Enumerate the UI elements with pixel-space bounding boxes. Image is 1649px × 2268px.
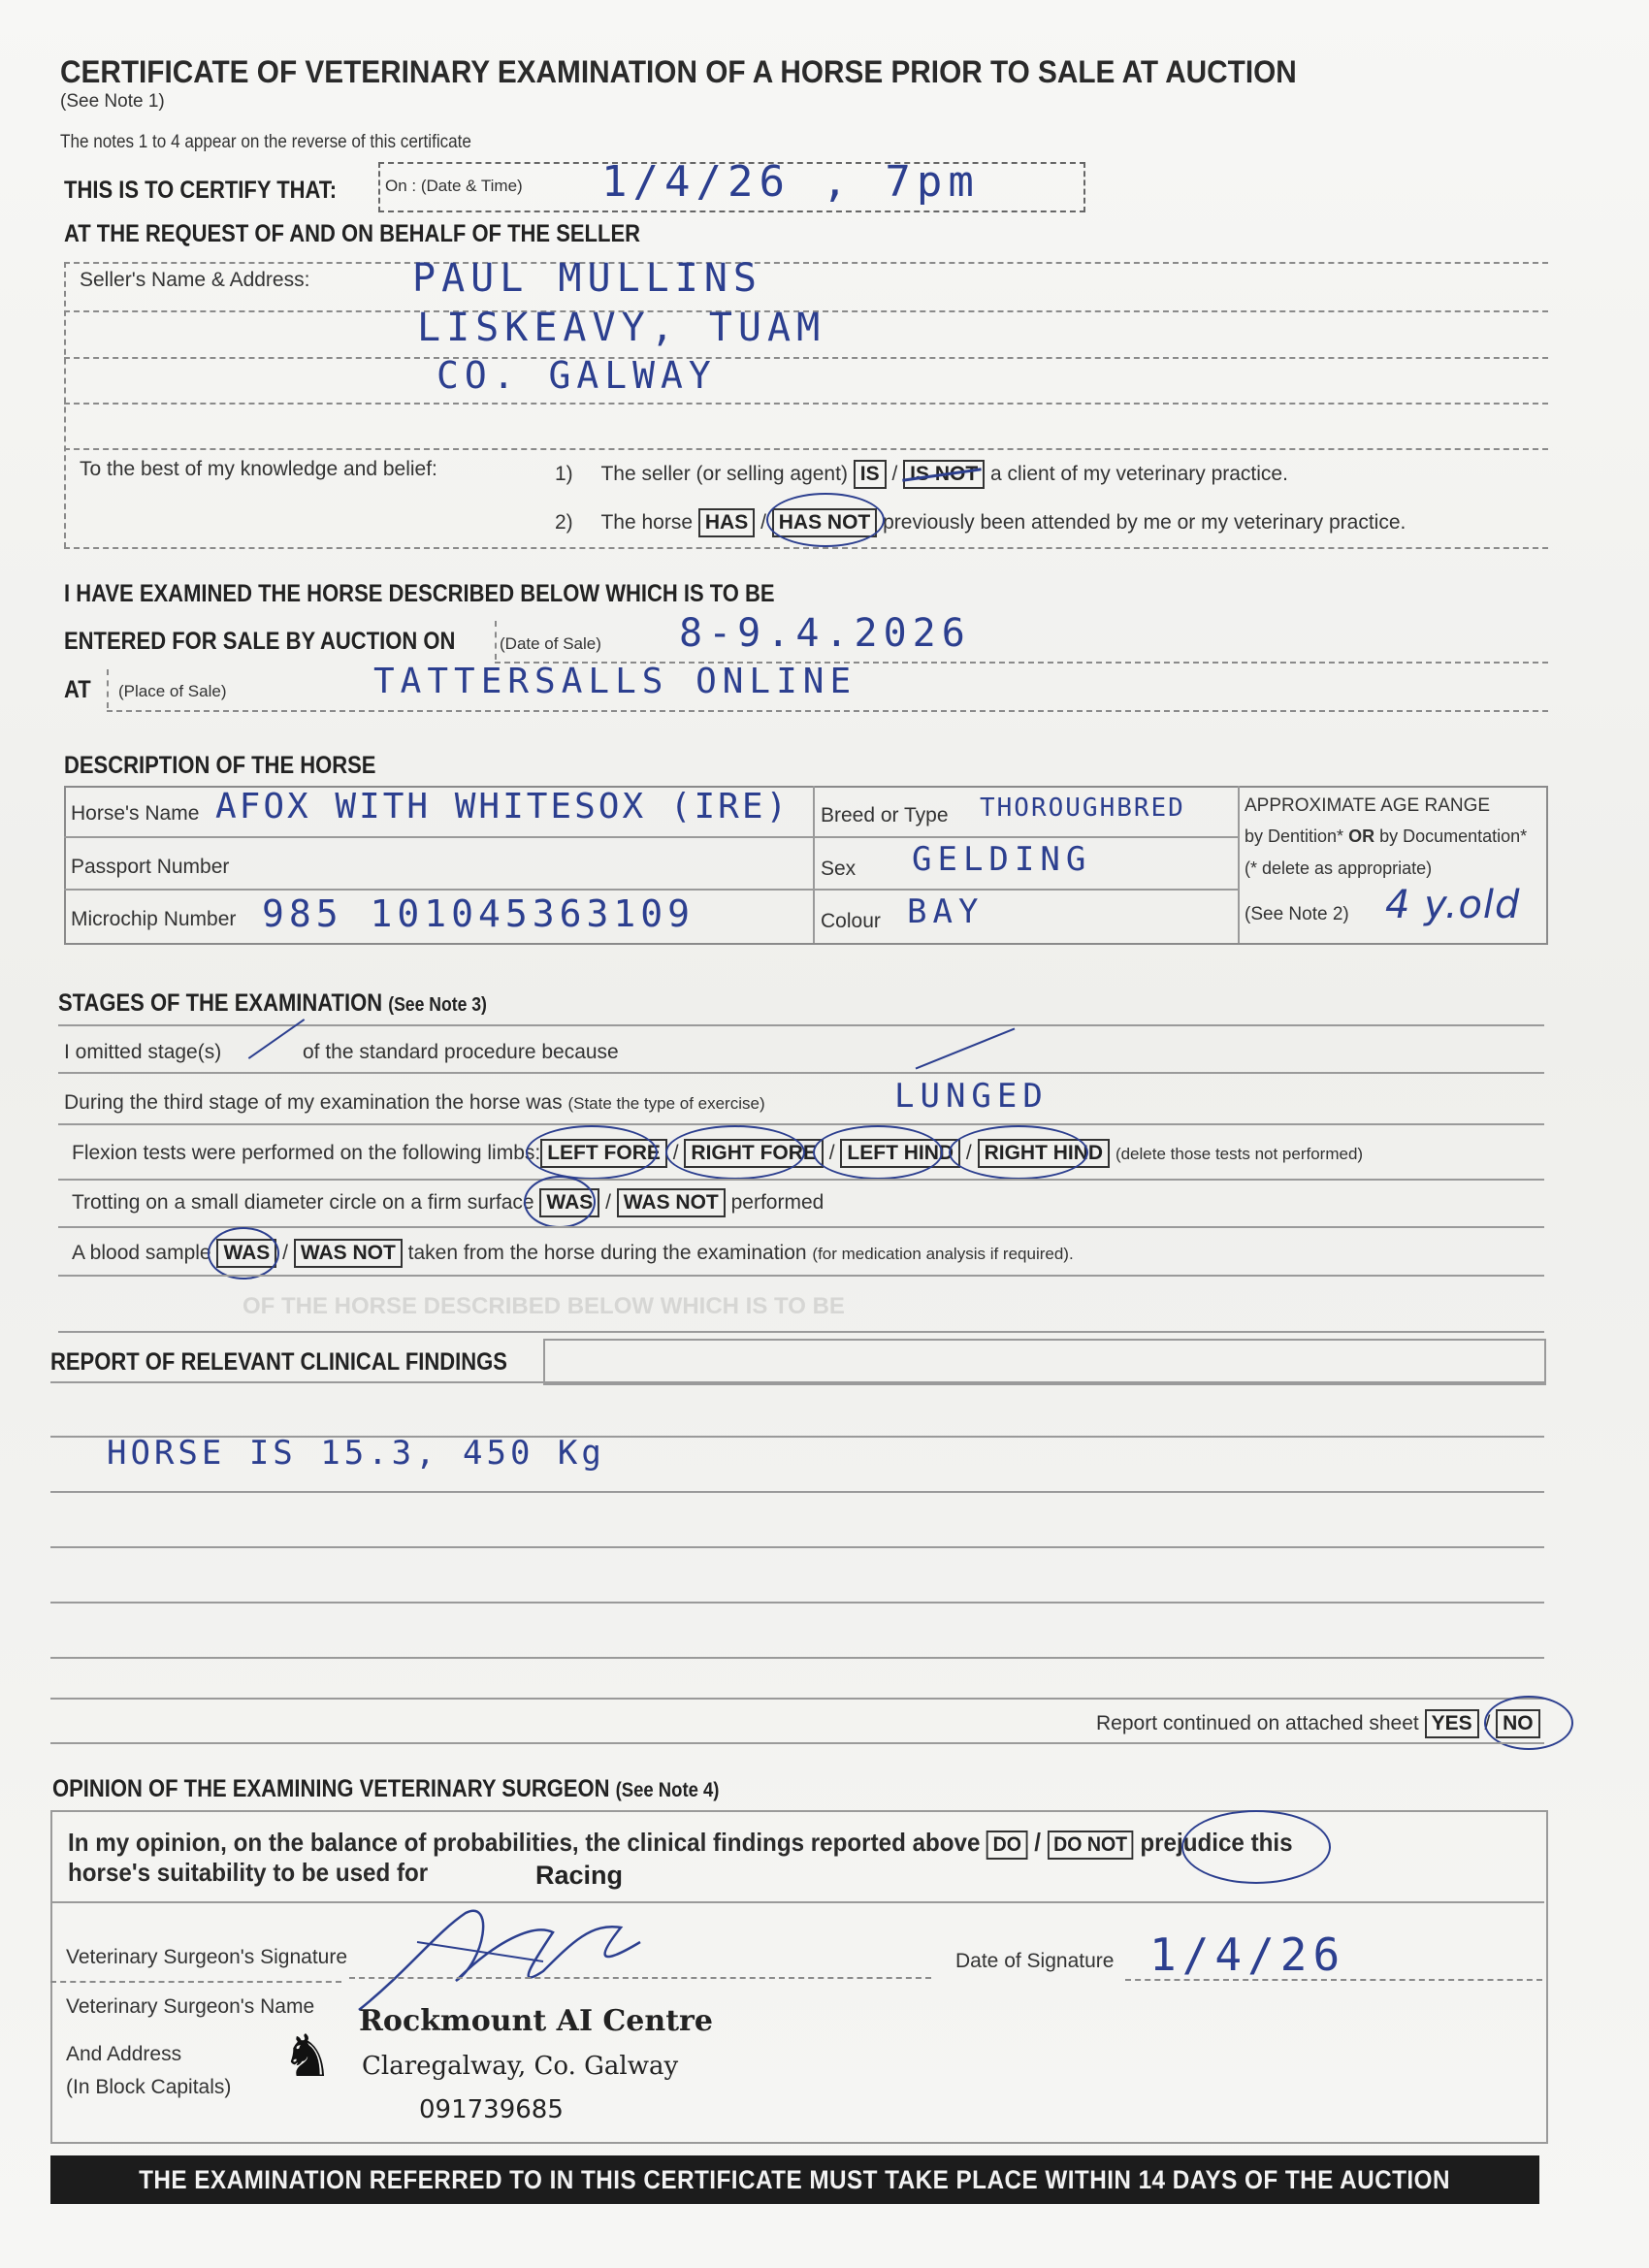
item1-number: 1) (555, 463, 573, 485)
description-heading: DESCRIPTION OF THE HORSE (64, 752, 376, 779)
use-value: Racing (535, 1861, 624, 1890)
flexion-line: Flexion tests were performed on the following limbs: LEFT FORE / RIGHT FORE / LEFT HIND / RIGHT HIND (delete those tests not performed) (72, 1139, 1363, 1168)
opinion-do-not[interactable]: DO NOT (1048, 1831, 1134, 1860)
item2-text: The horse (600, 511, 694, 534)
seller-is-not-option[interactable]: IS NOT (903, 460, 985, 489)
seller-request-label: AT THE REQUEST OF AND ON BEHALF OF THE SELLER (64, 220, 640, 247)
signature-scribble (349, 1903, 669, 2020)
opinion-line1: In my opinion, on the balance of probabilities, the clinical findings reported above DO / DO NOT prejudice this (68, 1828, 1293, 1860)
colour-label: Colour (821, 910, 881, 932)
flexion-left-fore[interactable]: LEFT FORE (540, 1139, 667, 1168)
age-see-note: (See Note 2) (1245, 904, 1349, 924)
report-heading-box (543, 1339, 1546, 1385)
item1-suffix: a client of my veterinary practice. (990, 463, 1288, 485)
stamp-phone: 091739685 (419, 2095, 564, 2124)
showthrough-text: OF THE HORSE DESCRIBED BELOW WHICH IS TO BE (242, 1293, 845, 1319)
do-not-circle (1181, 1810, 1331, 1884)
item2-suffix: previously been attended by me or my veterinary practice. (883, 511, 1406, 534)
trotting-was[interactable]: WAS (539, 1188, 599, 1217)
stamp-name: Rockmount AI Centre (359, 2004, 713, 2038)
signature-label: Veterinary Surgeon's Signature (66, 1946, 348, 1968)
report-continued-label: Report continued on attached sheet (1096, 1712, 1419, 1734)
report-continued-line: Report continued on attached sheet YES / NO (1096, 1709, 1540, 1738)
horse-has-not-option[interactable]: HAS NOT (772, 508, 878, 537)
block-caps-label: (In Block Capitals) (66, 2076, 232, 2098)
sex-value: GELDING (912, 840, 1092, 879)
opinion-text-before: In my opinion, on the balance of probabilities, the clinical findings reported above (68, 1828, 981, 1857)
opinion-line2 (68, 1858, 428, 1888)
date-of-sale-value: 8-9.4.2026 (679, 611, 971, 656)
stages-heading-note: (See Note 3) (388, 994, 487, 1016)
at-label: AT (64, 676, 91, 703)
place-of-sale-label: (Place of Sale) (118, 682, 227, 700)
date-of-sale-label: (Date of Sale) (500, 634, 601, 653)
certificate-title: CERTIFICATE OF VETERINARY EXAMINATION OF A HORSE PRIOR TO SALE AT AUCTION (60, 54, 1297, 89)
blood-line: A blood sample WAS / WAS NOT taken from the horse during the examination (for medication analysis if required). (72, 1239, 1074, 1268)
flexion-text: Flexion tests were performed on the following limbs: (72, 1142, 541, 1164)
left-fore-circle (526, 1125, 658, 1180)
flexion-left-hind[interactable]: LEFT HIND (840, 1139, 960, 1168)
report-heading: REPORT OF RELEVANT CLINICAL FINDINGS (50, 1348, 507, 1376)
date-time-value: 1/4/26 , 7pm (601, 157, 980, 207)
flexion-right-hind[interactable]: RIGHT HIND (978, 1139, 1111, 1168)
certify-label: THIS IS TO CERTIFY THAT: (64, 177, 338, 204)
stages-heading (58, 989, 487, 1018)
knowledge-item2: 2) The horse HAS / HAS NOT previously been attended by me or my veterinary practice. (555, 508, 1406, 537)
breed-value: THOROUGHBRED (980, 794, 1185, 823)
report-finding: HORSE IS 15.3, 450 Kg (107, 1434, 605, 1473)
horse-name-value: AFOX WITH WHITESOX (IRE) (215, 787, 791, 826)
see-note-1: (See Note 1) (60, 91, 165, 112)
flexion-note: (delete those tests not performed) (1115, 1145, 1364, 1163)
stages-heading-text: STAGES OF THE EXAMINATION (58, 989, 383, 1017)
place-of-sale-value: TATTERSALLS ONLINE (373, 662, 857, 701)
seller-address-line1: LISKEAVY, TUAM (417, 306, 826, 350)
left-hind-circle (813, 1125, 943, 1180)
seller-name: PAUL MULLINS (412, 256, 762, 301)
third-stage-text: During the third stage of my examination the horse was (64, 1091, 563, 1114)
blood-note: (for medication analysis if required). (812, 1245, 1074, 1263)
third-stage-line (64, 1091, 765, 1115)
blood-was-circle (208, 1227, 279, 1280)
continued-no[interactable]: NO (1496, 1709, 1540, 1738)
age-heading: APPROXIMATE AGE RANGE (1245, 795, 1491, 816)
age-by-dentition: by Dentition* (1245, 826, 1344, 846)
stamp-address: Claregalway, Co. Galway (362, 2052, 679, 2081)
seller-is-option[interactable]: IS (854, 460, 887, 489)
colour-value: BAY (907, 892, 985, 931)
date-of-signature-label: Date of Signature (955, 1950, 1115, 1972)
microchip-value: 985 101045363109 (262, 892, 695, 935)
blood-was[interactable]: WAS (216, 1239, 276, 1268)
right-hind-circle (949, 1125, 1088, 1180)
footer-banner-text: THE EXAMINATION REFERRED TO IN THIS CERTIFICATE MUST TAKE PLACE WITHIN 14 DAYS OF THE AUCTION (139, 2165, 1451, 2194)
has-not-circle (766, 493, 885, 547)
blood-suffix: taken from the horse during the examination (407, 1242, 807, 1264)
date-time-label: On : (Date & Time) (385, 177, 523, 195)
date-of-signature-value: 1/4/26 (1149, 1928, 1346, 1981)
omitted-suffix: of the standard procedure because (303, 1041, 619, 1063)
opinion-heading-text: OPINION OF THE EXAMINING VETERINARY SURGEON (52, 1775, 610, 1802)
address-label: And Address (66, 2043, 182, 2065)
omitted-dash-2 (916, 1027, 1016, 1069)
trotting-was-not[interactable]: WAS NOT (617, 1188, 726, 1217)
trotting-suffix: performed (730, 1191, 824, 1214)
passport-label: Passport Number (71, 856, 230, 878)
seller-name-address-label: Seller's Name & Address: (80, 269, 310, 291)
notes-line: The notes 1 to 4 appear on the reverse of this certificate (60, 132, 471, 152)
knowledge-label: To the best of my knowledge and belief: (80, 458, 437, 480)
item1-text: The seller (or selling agent) (600, 463, 848, 485)
third-stage-note: (State the type of exercise) (567, 1094, 765, 1113)
item2-number: 2) (555, 511, 573, 534)
horse-has-option[interactable]: HAS (698, 508, 755, 537)
seller-address-line2: CO. GALWAY (436, 354, 717, 397)
examined-line1: I HAVE EXAMINED THE HORSE DESCRIBED BELOW WHICH IS TO BE (64, 580, 775, 607)
breed-label: Breed or Type (821, 804, 949, 826)
opinion-text-after: prejudice this (1140, 1828, 1293, 1857)
trotting-line: Trotting on a small diameter circle on a firm surface WAS / WAS NOT performed (72, 1188, 824, 1217)
sex-label: Sex (821, 858, 857, 880)
surgeon-name-label: Veterinary Surgeon's Name (66, 1995, 315, 2018)
age-by-line (1245, 826, 1527, 847)
blood-text: A blood sample (72, 1242, 211, 1264)
right-fore-circle (665, 1125, 805, 1180)
age-delete-note: (* delete as appropriate) (1245, 859, 1433, 878)
opinion-do[interactable]: DO (986, 1831, 1027, 1860)
age-value: 4 y.old (1385, 883, 1521, 927)
opinion-heading-note: (See Note 4) (615, 1779, 720, 1801)
knowledge-item1: 1) The seller (or selling agent) IS / IS NOT a client of my veterinary practice. (555, 460, 1288, 489)
omitted-prefix: I omitted stage(s) (64, 1041, 222, 1063)
trotting-text: Trotting on a small diameter circle on a firm surface (72, 1191, 534, 1214)
footer-banner (50, 2155, 1539, 2204)
horse-logo-icon: ♞ (281, 2024, 334, 2089)
age-or: OR (1348, 826, 1375, 846)
microchip-label: Microchip Number (71, 908, 237, 930)
opinion-heading (52, 1775, 719, 1803)
trotting-was-circle (524, 1176, 596, 1228)
opinion-line2-text: horse's suitability to be used for (68, 1858, 429, 1887)
examined-line2: ENTERED FOR SALE BY AUCTION ON (64, 628, 456, 655)
age-by-documentation: by Documentation* (1379, 826, 1528, 846)
third-stage-value: LUNGED (894, 1077, 1049, 1116)
blood-was-not[interactable]: WAS NOT (294, 1239, 403, 1268)
horse-name-label: Horse's Name (71, 802, 200, 825)
flexion-right-fore[interactable]: RIGHT FORE (684, 1139, 824, 1168)
continued-yes[interactable]: YES (1425, 1709, 1479, 1738)
